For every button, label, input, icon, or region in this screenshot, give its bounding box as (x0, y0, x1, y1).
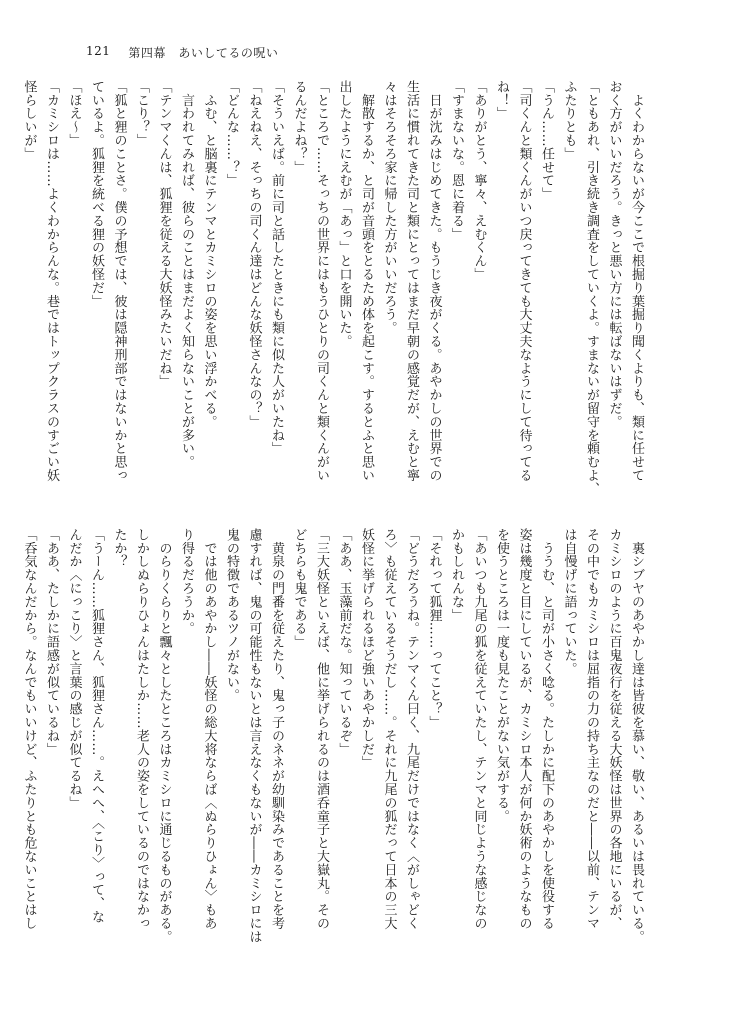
chapter-title: 第四幕 あいしてるの呪い (128, 46, 279, 60)
text-line: 「呑気なんだから。なんでもいいけど、ふたりとも危ないことはし (21, 528, 37, 930)
text-line: カミシロのように百鬼夜行を従える大妖怪は世界の各地にいるが、 (606, 528, 622, 930)
text-line: 「そういえば。前に司と話したときにも類に似た人がいたね」 (269, 80, 284, 456)
text-line: たか？ (111, 528, 127, 569)
text-line: 々はそろそろ家に帰した方がいいだろう。 (381, 80, 397, 335)
text-line: かもしれんな」 (449, 528, 464, 622)
text-line: その中でもカミシロは屈指の力の持ち主なのだと――以前、テンマ (584, 528, 599, 930)
text-line: 「それって狐狸……ってこと？」 (426, 528, 442, 729)
text-line: 日が沈みはじめてきた。もうじき夜がくる。あやかしの世界での (426, 80, 442, 482)
text-line: 「あいつも九尾の狐を従えていたし、テンマと同じような感じなの (471, 528, 487, 930)
text-line: どちらも鬼である」 (291, 528, 307, 649)
text-line: 「どんな……？」 (224, 80, 239, 188)
text-line: 「ああ、たしかに語感が似ているね」 (44, 528, 59, 756)
text-line: 鬼の特徴であるツノがない。 (224, 528, 239, 703)
text-line: 「ありがとう、寧々、えむくん」 (471, 80, 487, 281)
text-line: ふむ、と脳裏にテンマとカミシロの姿を思い浮かべる。 (201, 80, 217, 429)
text-line: ふたりとも」 (561, 80, 577, 161)
text-line: 「テンマくんは、狐狸を従える大妖怪みたいだね」 (156, 80, 172, 389)
text-line: ているよ。狐狸を統べる狸の妖怪だ」 (89, 80, 104, 308)
text-line: り得るだろうか。 (179, 528, 194, 636)
text-line: よくわからないが今ここで根掘り葉掘り聞くよりも、類に任せて (629, 80, 644, 482)
text-line: んだか〈にっこり〉と言葉の感じが似てるね」 (66, 528, 82, 810)
text-line: 「狐と狸のことさ。僕の予想では、彼は隠神刑部ではないかと思っ (111, 80, 127, 482)
text-line: 黄泉の門番を従えたり、鬼っ子のネネが幼馴染みであることを考 (269, 528, 284, 930)
text-line: おく方がいいだろう。きっと悪い方には転ばないはずだ。 (606, 80, 622, 429)
text-line: を使うところは一度も見たことがない気がする。 (494, 528, 509, 823)
text-line: 「どうだろうね。テンマくん曰く、九尾だけではなく〈がしゃどく (404, 528, 419, 930)
running-header (86, 44, 278, 61)
text-line: 妖怪に挙げられるほど強いあやかしだ」 (359, 528, 374, 770)
text-line: 「三大妖怪といえば、他に挙げられるのは酒呑童子と大嶽丸。その (314, 528, 329, 930)
text-line: 「ねえねえ、そっちの司くん達はどんな妖怪さんなの？」 (246, 80, 262, 429)
text-line: 解散するか、と司が音頭をとるため体を起こす。するとふと思い (359, 80, 374, 482)
text-line: ね！」 (494, 80, 509, 121)
upper-text-block (21, 80, 647, 498)
text-line: 「司くんと類くんがいつ戻ってきても大丈夫なようにして待ってる (516, 80, 532, 482)
text-line: 裏シブヤのあやかし達は皆彼を慕い、敬い、あるいは畏れている。 (629, 528, 644, 944)
text-line: 生活に慣れてきた司と類にとってはまだ早朝の感覚だが、えむと寧 (404, 80, 419, 482)
text-line: 「こり？」 (134, 80, 149, 147)
text-line: 出したようにえむが「あっ」と口を開いた。 (336, 80, 352, 348)
text-line: 「ほえ～」 (66, 80, 82, 147)
text-line: 言われてみれば、彼らのことはまだよく知らないことが多い。 (179, 80, 194, 469)
text-line: のらりくらりと飄々としたところはカミシロに通じるものがある。 (156, 528, 172, 944)
text-line: ううむ、と司が小さく唸る。たしかに配下のあやかしを使役する (539, 528, 554, 930)
text-line: 「ともあれ、引き続き調査をしていくよ。すまないが留守を頼むよ、 (584, 80, 599, 496)
text-line: 「うーん……狐狸さん、狐狸さん……。えへへ、〈こり〉って、な (89, 528, 104, 924)
text-line: るんだよね？」 (291, 80, 307, 174)
text-line: 慮すれば、鬼の可能性もないとは言えなくもないが――カミシロには (246, 528, 262, 944)
text-line: 「ああ、玉藻前だな。知っているぞ」 (336, 528, 352, 756)
text-line: 怪らしいが」 (21, 80, 37, 161)
text-line: 「うん……任せて」 (539, 80, 554, 201)
text-line: しかしぬらりひょんはたしか……老人の姿をしているのではなかっ (134, 528, 149, 930)
text-line: 「カミシロは……よくわからんな。巷ではトップクラスのすごい妖 (44, 80, 59, 482)
lower-text-block (21, 528, 647, 944)
text-line: 姿は幾度と目にしているが、カミシロ本人が何か妖術のようなもの (516, 528, 532, 930)
page-number: 121 (86, 44, 111, 58)
text-line: 「すまないな。恩に着る」 (449, 80, 464, 241)
text-line: では他のあやかし――妖怪の総大将ならば〈ぬらりひょん〉もあ (201, 528, 217, 930)
text-line: ろ〉も従えているそうだし……。それに九尾の狐だって日本の三大 (381, 528, 397, 930)
text-line: 「ところで……そっちの世界にはもうひとりの司くんと類くんがい (314, 80, 329, 482)
text-line: は自慢げに語っていた。 (561, 528, 577, 676)
